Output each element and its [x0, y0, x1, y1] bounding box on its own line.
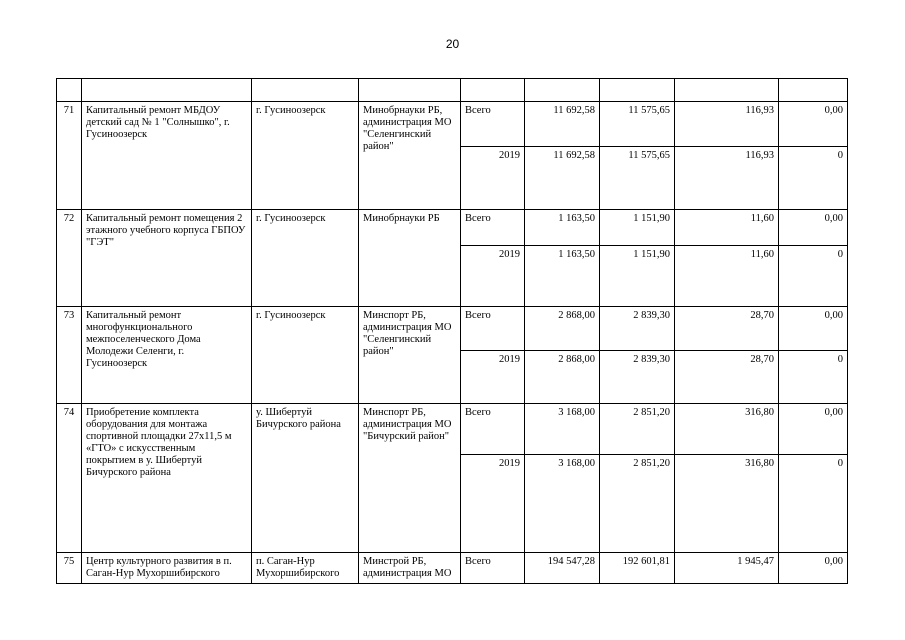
- period-label: Всего: [461, 210, 525, 246]
- table-row: [57, 210, 848, 246]
- value-cell: 2 868,00: [525, 307, 600, 351]
- value-cell: 2 839,30: [600, 307, 675, 351]
- object-place: у. Шибертуй Бичурского района: [252, 404, 359, 553]
- value-cell: 2 851,20: [600, 455, 675, 553]
- value-cell: 194 547,28: [525, 553, 600, 584]
- period-label: Всего: [461, 307, 525, 351]
- value-cell: 2 839,30: [600, 351, 675, 404]
- value-cell: 0: [779, 455, 848, 553]
- value-cell: 1 151,90: [600, 210, 675, 246]
- value-cell: 0: [779, 246, 848, 307]
- value-cell: 11 692,58: [525, 147, 600, 210]
- value-cell: 0,00: [779, 210, 848, 246]
- value-cell: 116,93: [675, 102, 779, 147]
- object-place: г. Гусиноозерск: [252, 102, 359, 210]
- object-name: Приобретение комплекта оборудования для монтажа спортивной площадки 27х11,5 м «ГТО» с искусственным покрытием в у. Шибертуй Бичурского района: [82, 404, 252, 553]
- value-cell: 3 168,00: [525, 404, 600, 455]
- value-cell: 316,80: [675, 455, 779, 553]
- object-customer: Минспорт РБ, администрация МО "Бичурский район": [359, 404, 461, 553]
- row-number: 74: [57, 404, 82, 553]
- value-cell: 11 575,65: [600, 102, 675, 147]
- period-label: Всего: [461, 404, 525, 455]
- row-number: 72: [57, 210, 82, 307]
- value-cell: 1 151,90: [600, 246, 675, 307]
- period-label: 2019: [461, 147, 525, 210]
- row-number: 73: [57, 307, 82, 404]
- value-cell: 0,00: [779, 404, 848, 455]
- object-customer: Минстрой РБ, администрация МО: [359, 553, 461, 584]
- header-cell: [252, 79, 359, 102]
- value-cell: 0,00: [779, 307, 848, 351]
- value-cell: 11,60: [675, 210, 779, 246]
- header-cell: [82, 79, 252, 102]
- value-cell: 11 575,65: [600, 147, 675, 210]
- value-cell: 28,70: [675, 351, 779, 404]
- table-row: [57, 102, 848, 147]
- value-cell: 28,70: [675, 307, 779, 351]
- object-customer: Минобрнауки РБ, администрация МО "Селенгинский район": [359, 102, 461, 210]
- row-number: 75: [57, 553, 82, 584]
- period-label: 2019: [461, 351, 525, 404]
- header-cell: [779, 79, 848, 102]
- value-cell: 1 945,47: [675, 553, 779, 584]
- budget-table: [56, 78, 848, 584]
- value-cell: 11 692,58: [525, 102, 600, 147]
- value-cell: 3 168,00: [525, 455, 600, 553]
- object-place: г. Гусиноозерск: [252, 307, 359, 404]
- table-row: [57, 307, 848, 351]
- header-cell: [600, 79, 675, 102]
- period-label: 2019: [461, 246, 525, 307]
- period-label: Всего: [461, 102, 525, 147]
- header-cell: [359, 79, 461, 102]
- value-cell: 0,00: [779, 553, 848, 584]
- object-place: г. Гусиноозерск: [252, 210, 359, 307]
- object-customer: Минобрнауки РБ: [359, 210, 461, 307]
- value-cell: 1 163,50: [525, 210, 600, 246]
- value-cell: 2 851,20: [600, 404, 675, 455]
- header-cell: [57, 79, 82, 102]
- value-cell: 2 868,00: [525, 351, 600, 404]
- header-cell: [461, 79, 525, 102]
- period-label: 2019: [461, 455, 525, 553]
- object-name: Капитальный ремонт многофункционального межпоселенческого Дома Молодежи Селенги, г. Гусиноозерск: [82, 307, 252, 404]
- table-row: [57, 553, 848, 584]
- value-cell: 316,80: [675, 404, 779, 455]
- object-name: Капитальный ремонт МБДОУ детский сад № 1 "Солнышко", г. Гусиноозерск: [82, 102, 252, 210]
- page-number: 20: [445, 37, 460, 51]
- object-place: п. Саган-Нур Мухоршибирского: [252, 553, 359, 584]
- value-cell: 1 163,50: [525, 246, 600, 307]
- value-cell: 192 601,81: [600, 553, 675, 584]
- table-row: [57, 404, 848, 455]
- header-cell: [675, 79, 779, 102]
- row-number: 71: [57, 102, 82, 210]
- object-customer: Минспорт РБ, администрация МО "Селенгинский район": [359, 307, 461, 404]
- value-cell: 0: [779, 147, 848, 210]
- table-header-row: [57, 79, 848, 102]
- value-cell: 116,93: [675, 147, 779, 210]
- period-label: Всего: [461, 553, 525, 584]
- value-cell: 0: [779, 351, 848, 404]
- object-name: Центр культурного развития в п. Саган-Нур Мухоршибирского: [82, 553, 252, 584]
- object-name: Капитальный ремонт помещения 2 этажного учебного корпуса ГБПОУ "ГЭТ": [82, 210, 252, 307]
- value-cell: 0,00: [779, 102, 848, 147]
- header-cell: [525, 79, 600, 102]
- value-cell: 11,60: [675, 246, 779, 307]
